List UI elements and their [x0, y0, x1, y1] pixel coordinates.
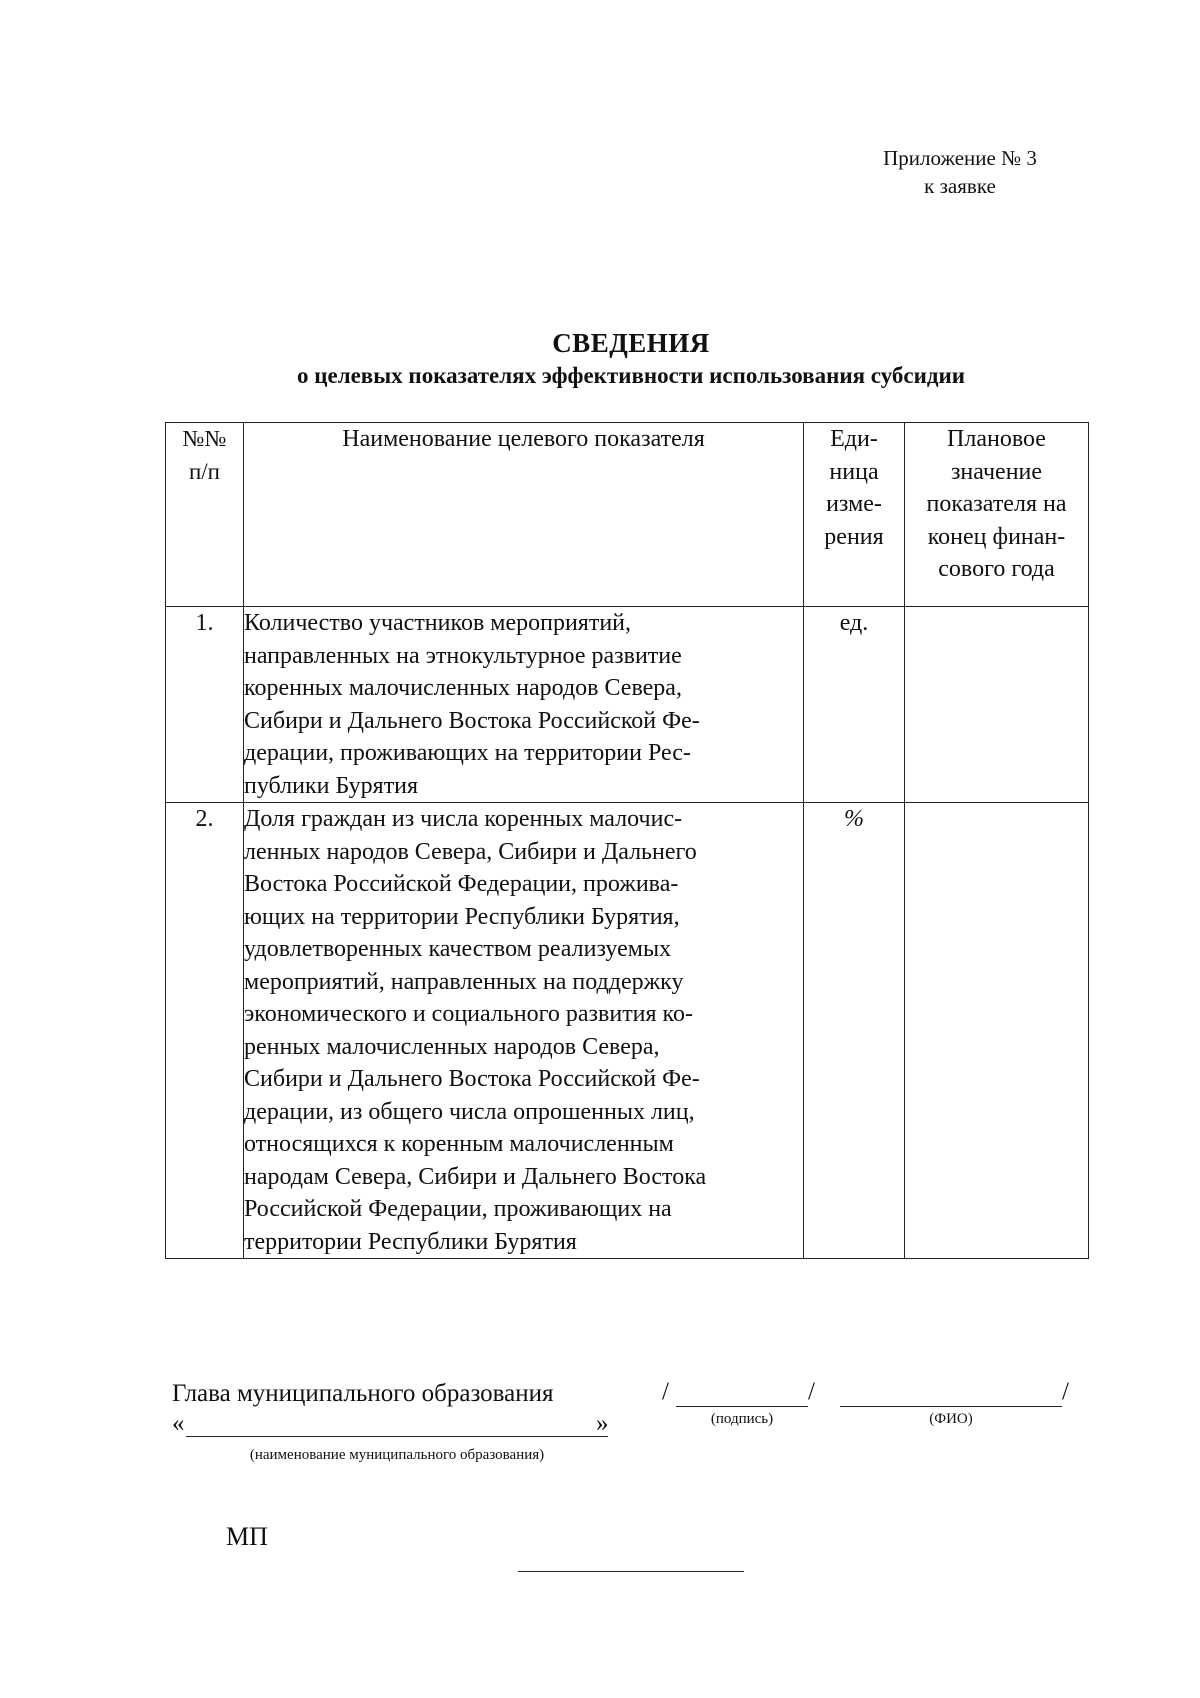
municipality-name-field[interactable] [186, 1436, 608, 1437]
fio-slash-right: / [1062, 1378, 1069, 1405]
header-plan-line: Плановое [947, 426, 1046, 452]
indicator-text-line: направленных на этнокультурное развитие [244, 642, 682, 669]
header-planned-value [905, 423, 1089, 607]
municipality-name-caption: (наименование муниципального образования) [249, 1447, 545, 1463]
header-unit [804, 423, 905, 607]
head-of-municipality-label: Глава муниципального образования [172, 1380, 554, 1407]
header-plan-line: конец финан- [927, 523, 1066, 550]
signature-caption: (подпись) [710, 1411, 774, 1427]
appendix-reference: к заявке [924, 174, 996, 198]
title-main: СВЕДЕНИЯ [552, 328, 710, 358]
table-row [166, 803, 1089, 1259]
indicator-text-line: территории Республики Бурятия [244, 1228, 577, 1255]
header-indicator-name-text: Наименование целевого показателя [342, 426, 705, 452]
row-number: 1. [166, 607, 244, 803]
header-number [166, 423, 244, 607]
indicator-text-line: публики Бурятия [244, 772, 419, 799]
indicator-text-line: Количество участников мероприятий, [244, 610, 632, 636]
header-unit-line: ница [829, 458, 879, 485]
row-indicator-name [244, 607, 804, 803]
indicator-text-line: дерации, проживающих на территории Рес- [244, 740, 691, 766]
indicator-text-line: дерации, из общего числа опрошенных лиц, [244, 1098, 695, 1125]
row-unit: % [804, 803, 905, 1259]
indicator-text-line: коренных малочисленных народов Севера, [244, 675, 682, 701]
fio-field[interactable] [840, 1406, 1062, 1407]
header-number-line: п/п [188, 458, 220, 484]
row-indicator-name [244, 803, 804, 1259]
header-plan-line: показателя на [926, 491, 1067, 517]
row-planned-value[interactable] [905, 803, 1089, 1259]
row-unit: ед. [804, 607, 905, 803]
table-row [166, 607, 1089, 803]
table-header-row [166, 423, 1089, 607]
header-indicator-name [244, 423, 804, 607]
row-number: 2. [166, 803, 244, 1259]
signature-field[interactable] [676, 1406, 808, 1407]
indicator-text-line: Сибири и Дальнего Востока Российской Фе- [244, 1066, 700, 1092]
indicator-text-line: Российской Федерации, проживающих на [244, 1196, 672, 1222]
appendix-note [860, 144, 1060, 200]
indicator-text-line: удовлетворенных качеством реализуемых [244, 936, 672, 962]
indicator-text-line: ленных народов Севера, Сибири и Дальнего [244, 838, 697, 865]
indicator-text-line: мероприятий, направленных на поддержку [244, 968, 684, 995]
indicators-table [165, 422, 1089, 1259]
header-number-line: №№ [182, 426, 227, 451]
indicator-text-line: народам Севера, Сибири и Дальнего Востока [244, 1163, 707, 1190]
fio-caption: (ФИО) [929, 1411, 973, 1427]
header-plan-line: сового года [938, 556, 1055, 582]
header-plan-line: значение [950, 458, 1043, 485]
header-unit-line: изме- [826, 491, 882, 517]
indicator-text-line: относящихся к коренным малочисленным [244, 1131, 674, 1157]
indicator-text-line: экономического и социального развития ко- [244, 1001, 693, 1027]
signature-slash-left: / [662, 1378, 669, 1405]
bottom-line [518, 1571, 744, 1572]
indicator-text-line: Сибири и Дальнего Востока Российской Фе- [244, 707, 700, 734]
indicator-text-line: ренных малочисленных народов Севера, [244, 1033, 660, 1060]
header-unit-line: рения [824, 523, 884, 550]
title-subtitle: о целевых показателях эффективности использования субсидии [296, 363, 965, 388]
quote-open: « [172, 1410, 185, 1437]
stamp-place-label: МП [226, 1522, 268, 1551]
signature-slash-right: / [808, 1378, 815, 1405]
quote-close: » [596, 1410, 609, 1437]
header-unit-line: Еди- [830, 426, 878, 452]
document-title [0, 326, 1200, 392]
indicator-text-line: ющих на территории Республики Бурятия, [244, 903, 680, 930]
row-planned-value[interactable] [905, 607, 1089, 803]
appendix-number: Приложение № 3 [883, 146, 1037, 170]
indicator-text-line: Доля граждан из числа коренных малочис- [244, 806, 683, 832]
indicator-text-line: Востока Российской Федерации, прожива- [244, 871, 679, 897]
